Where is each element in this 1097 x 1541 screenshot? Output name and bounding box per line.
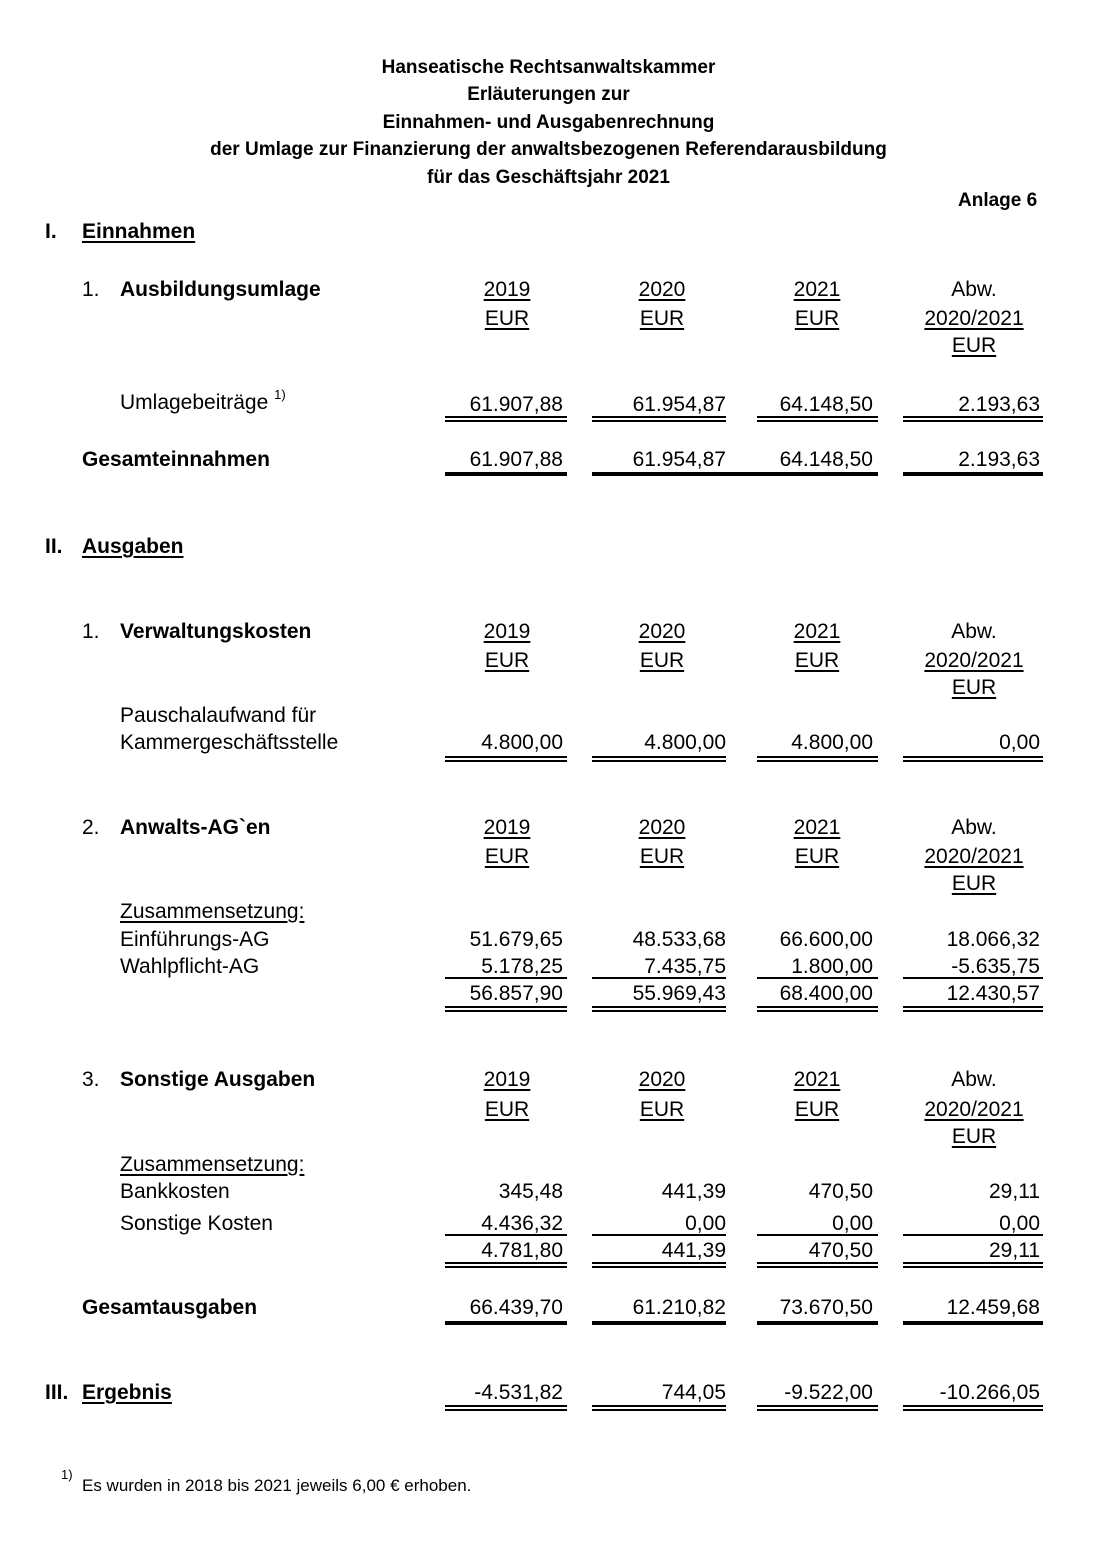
value-2021: 64.148,50 — [779, 393, 873, 416]
value-2021: 1.800,00 — [791, 955, 873, 978]
value-deviation: 0,00 — [999, 1212, 1040, 1235]
title-line-3: Einnahmen- und Ausgabenrechnung — [382, 112, 715, 133]
thick-rule — [592, 472, 878, 476]
column-header-2019: 2019 — [483, 1068, 531, 1091]
column-header-deviation: Abw. — [951, 278, 997, 301]
column-header-2020: 2020 — [638, 816, 686, 839]
item-title: Anwalts-AG`en — [120, 816, 271, 839]
result-deviation: -10.266,05 — [939, 1381, 1040, 1404]
column-currency: EUR — [951, 676, 997, 699]
composition-label: Zusammensetzung: — [120, 1153, 305, 1176]
double-rule — [592, 1405, 726, 1411]
value-2021: 4.800,00 — [791, 731, 873, 754]
value-2020: 48.533,68 — [632, 928, 726, 951]
double-rule — [903, 416, 1043, 422]
column-header-deviation: Abw. — [951, 620, 997, 643]
single-rule — [592, 977, 726, 979]
column-currency: EUR — [484, 307, 530, 330]
column-header-deviation: Abw. — [951, 1068, 997, 1091]
row-label: Einführungs-AG — [120, 928, 270, 951]
thick-rule — [445, 1321, 567, 1325]
footnote-marker: 1) — [61, 1467, 73, 1482]
double-rule — [592, 416, 726, 422]
footnote-ref: 1) — [274, 387, 286, 402]
column-header-2019: 2019 — [483, 278, 531, 301]
column-currency: EUR — [484, 845, 530, 868]
total-label: Gesamtausgaben — [82, 1296, 258, 1319]
section-numeral: I. — [45, 220, 57, 243]
column-currency: EUR — [484, 649, 530, 672]
thick-rule — [592, 1321, 726, 1325]
column-currency: EUR — [951, 872, 997, 895]
column-header-2019: 2019 — [483, 816, 531, 839]
item-title: Sonstige Ausgaben — [120, 1068, 316, 1091]
total-2019: 66.439,70 — [469, 1296, 563, 1319]
total-label: Gesamteinnahmen — [82, 448, 270, 471]
column-deviation-period: 2020/2021 — [924, 649, 1024, 672]
double-rule — [592, 1262, 726, 1268]
double-rule — [757, 416, 878, 422]
thick-rule — [903, 1321, 1043, 1325]
double-rule — [757, 1006, 878, 1012]
double-rule — [592, 1006, 726, 1012]
subtotal-2019: 56.857,90 — [469, 982, 563, 1005]
value-2021: 470,50 — [808, 1180, 873, 1203]
value-deviation: 29,11 — [989, 1180, 1040, 1203]
column-header-2021: 2021 — [793, 816, 841, 839]
value-2019: 4.436,32 — [481, 1212, 563, 1235]
row-label-line-1: Pauschalaufwand für — [120, 704, 317, 727]
double-rule — [445, 416, 567, 422]
row-label: Wahlpflicht-AG — [120, 955, 260, 978]
single-rule — [757, 977, 878, 979]
value-deviation: 18.066,32 — [946, 928, 1040, 951]
column-header-2020: 2020 — [638, 620, 686, 643]
item-title: Ausbildungsumlage — [120, 278, 321, 301]
row-label: Umlagebeiträge — [120, 391, 269, 414]
subtotal-2020: 441,39 — [661, 1239, 726, 1262]
total-2019: 61.907,88 — [469, 448, 563, 471]
subtotal-deviation: 12.430,57 — [946, 982, 1040, 1005]
value-deviation: 0,00 — [999, 731, 1040, 754]
row-label-line-2: Kammergeschäftsstelle — [120, 731, 339, 754]
single-rule — [757, 1234, 878, 1236]
single-rule — [903, 977, 1043, 979]
double-rule — [445, 1262, 567, 1268]
column-header-2021: 2021 — [793, 1068, 841, 1091]
total-2020: 61.210,82 — [632, 1296, 726, 1319]
column-currency: EUR — [794, 845, 840, 868]
row-label: Sonstige Kosten — [120, 1212, 273, 1235]
value-2019: 61.907,88 — [469, 393, 563, 416]
column-header-2019: 2019 — [483, 620, 531, 643]
column-header-deviation: Abw. — [951, 816, 997, 839]
item-number: 1. — [82, 620, 100, 643]
total-deviation: 2.193,63 — [958, 448, 1040, 471]
section-numeral: III. — [45, 1381, 69, 1404]
section-title: Einnahmen — [82, 220, 196, 243]
item-number: 1. — [82, 278, 100, 301]
value-2019: 51.679,65 — [469, 928, 563, 951]
thick-rule — [903, 472, 1043, 476]
subtotal-2021: 470,50 — [808, 1239, 873, 1262]
item-title: Verwaltungskosten — [120, 620, 312, 643]
column-deviation-period: 2020/2021 — [924, 845, 1024, 868]
total-2021: 73.670,50 — [779, 1296, 873, 1319]
value-deviation: 2.193,63 — [958, 393, 1040, 416]
value-deviation: -5.635,75 — [951, 955, 1040, 978]
double-rule — [903, 1405, 1043, 1411]
total-deviation: 12.459,68 — [946, 1296, 1040, 1319]
thick-rule — [445, 472, 567, 476]
column-currency: EUR — [794, 307, 840, 330]
column-deviation-period: 2020/2021 — [924, 307, 1024, 330]
single-rule — [592, 1234, 726, 1236]
double-rule — [757, 1405, 878, 1411]
single-rule — [445, 1234, 567, 1236]
column-currency: EUR — [639, 649, 685, 672]
composition-label: Zusammensetzung: — [120, 900, 305, 923]
section-title: Ausgaben — [82, 535, 184, 558]
column-header-2020: 2020 — [638, 1068, 686, 1091]
result-2020: 744,05 — [661, 1381, 726, 1404]
column-currency: EUR — [794, 649, 840, 672]
value-2020: 61.954,87 — [632, 393, 726, 416]
double-rule — [757, 1262, 878, 1268]
value-2021: 66.600,00 — [779, 928, 873, 951]
title-line-1: Hanseatische Rechtsanwaltskammer — [381, 57, 716, 78]
column-currency: EUR — [951, 1125, 997, 1148]
section-title: Ergebnis — [82, 1381, 172, 1404]
column-currency: EUR — [794, 1098, 840, 1121]
row-label: Bankkosten — [120, 1180, 230, 1203]
item-number: 3. — [82, 1068, 100, 1091]
value-2020: 7.435,75 — [644, 955, 726, 978]
double-rule — [445, 1405, 567, 1411]
double-rule — [903, 1006, 1043, 1012]
double-rule — [903, 1262, 1043, 1268]
double-rule — [592, 756, 726, 762]
column-header-2021: 2021 — [793, 620, 841, 643]
double-rule — [903, 756, 1043, 762]
column-header-2020: 2020 — [638, 278, 686, 301]
title-line-4: der Umlage zur Finanzierung der anwaltsbezogenen Referendarausbildung — [210, 139, 887, 160]
column-currency: EUR — [639, 845, 685, 868]
column-currency: EUR — [951, 334, 997, 357]
subtotal-deviation: 29,11 — [989, 1239, 1040, 1262]
double-rule — [445, 756, 567, 762]
title-line-5: für das Geschäftsjahr 2021 — [427, 167, 670, 188]
result-2021: -9.522,00 — [784, 1381, 873, 1404]
value-2019: 4.800,00 — [481, 731, 563, 754]
thick-rule — [757, 1321, 878, 1325]
value-2019: 345,48 — [498, 1180, 563, 1203]
double-rule — [445, 1006, 567, 1012]
footnote-text: Es wurden in 2018 bis 2021 jeweils 6,00 € erhoben. — [82, 1476, 472, 1495]
column-currency: EUR — [484, 1098, 530, 1121]
column-deviation-period: 2020/2021 — [924, 1098, 1024, 1121]
total-2021: 64.148,50 — [779, 448, 873, 471]
subtotal-2021: 68.400,00 — [779, 982, 873, 1005]
subtotal-2020: 55.969,43 — [632, 982, 726, 1005]
value-2019: 5.178,25 — [481, 955, 563, 978]
column-currency: EUR — [639, 1098, 685, 1121]
value-2021: 0,00 — [832, 1212, 873, 1235]
title-line-2: Erläuterungen zur — [467, 84, 630, 105]
item-number: 2. — [82, 816, 100, 839]
total-2020: 61.954,87 — [632, 448, 726, 471]
column-header-2021: 2021 — [793, 278, 841, 301]
value-2020: 441,39 — [661, 1180, 726, 1203]
result-2019: -4.531,82 — [474, 1381, 563, 1404]
single-rule — [445, 977, 567, 979]
column-currency: EUR — [639, 307, 685, 330]
section-numeral: II. — [45, 535, 63, 558]
value-2020: 0,00 — [685, 1212, 726, 1235]
double-rule — [757, 756, 878, 762]
single-rule — [903, 1234, 1043, 1236]
value-2020: 4.800,00 — [644, 731, 726, 754]
annex-label: Anlage 6 — [958, 190, 1038, 211]
subtotal-2019: 4.781,80 — [481, 1239, 563, 1262]
